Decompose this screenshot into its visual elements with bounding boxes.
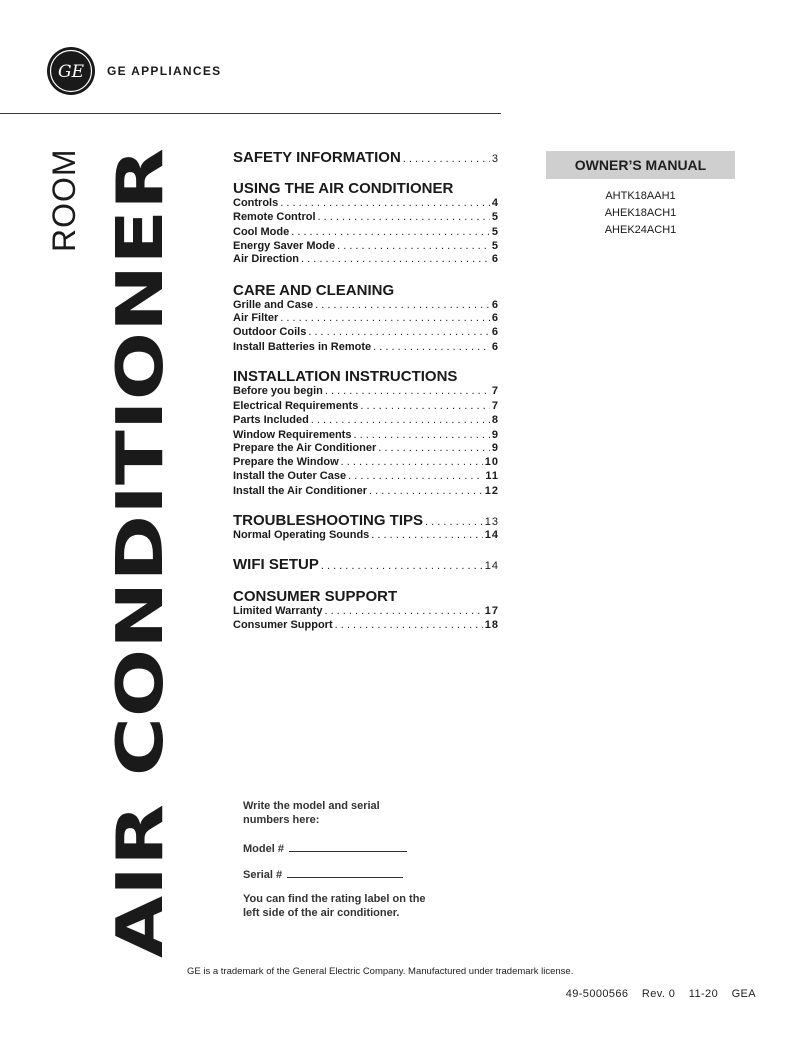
toc-using-heading: USING THE AIR CONDITIONER: [233, 180, 454, 197]
model-number: AHEK18ACH1: [604, 207, 677, 219]
toc-entry-install-outer-case[interactable]: Install the Outer Case . . . 11: [233, 470, 499, 482]
toc-installation-heading: INSTALLATION INSTRUCTIONS: [233, 368, 458, 385]
serial-label: Serial #: [243, 869, 283, 881]
trademark-notice: GE is a trademark of the General Electric Company. Manufactured under trademark license.: [187, 966, 574, 977]
document-id: [556, 988, 756, 1000]
page-number: 3: [491, 153, 499, 165]
toc-section-title: WIFI SETUP: [233, 556, 319, 573]
toc-entry-parts-included[interactable]: Parts Included . . . 8: [233, 414, 499, 426]
toc-entry-grille-and-case[interactable]: Grille and Case . . . 6: [233, 299, 499, 311]
toc-entry-limited-warranty[interactable]: Limited Warranty . . . 17: [233, 605, 499, 617]
toc-care-heading: CARE AND CLEANING: [233, 282, 395, 299]
toc-entry-cool-mode[interactable]: Cool Mode . . . 5: [233, 226, 499, 238]
org-code: GEA: [731, 988, 756, 1000]
model-blank-line: [289, 841, 407, 852]
toc-safety-information[interactable]: [233, 149, 499, 166]
model-number-field: [243, 841, 407, 856]
model-label: Model #: [243, 843, 284, 855]
toc-section-title: TROUBLESHOOTING TIPS: [233, 512, 424, 529]
title-room: ROOM: [46, 148, 82, 252]
toc-entry-energy-saver-mode[interactable]: Energy Saver Mode . . . 5: [233, 240, 499, 252]
toc-entry-before-you-begin[interactable]: Before you begin . . . 7: [233, 385, 499, 397]
toc-entry-consumer-support[interactable]: Consumer Support . . . 18: [233, 619, 499, 631]
toc-entry-install-air-conditioner[interactable]: Install the Air Conditioner . . . 12: [233, 485, 499, 497]
model-number: AHEK24ACH1: [604, 224, 677, 236]
toc-entry-controls[interactable]: Controls . . . 4: [233, 197, 499, 209]
toc-entry-prepare-air-conditioner[interactable]: Prepare the Air Conditioner . . . 9: [233, 442, 499, 454]
note-line: You can find the rating label on the: [243, 893, 426, 905]
dot-leader: [321, 560, 483, 572]
model-number: AHTK18AAH1: [605, 190, 676, 202]
model-list: [546, 188, 735, 239]
brand-name: GE APPLIANCES: [107, 64, 222, 78]
toc-wifi-setup[interactable]: [233, 556, 499, 573]
page-number: 13: [484, 516, 499, 528]
logo-monogram: GE: [58, 62, 84, 82]
serial-number-field: [243, 867, 403, 882]
revision: Rev. 0: [641, 988, 676, 1000]
toc-entry-electrical-requirements[interactable]: Electrical Requirements . . . 7: [233, 400, 499, 412]
record-intro-line: Write the model and serial: [243, 800, 380, 812]
toc-entry-install-batteries[interactable]: Install Batteries in Remote . . . 6: [233, 341, 499, 353]
owners-manual-badge: OWNER’S MANUAL: [546, 151, 735, 179]
date-code: 11-20: [688, 988, 719, 1000]
record-intro-line: numbers here:: [243, 814, 320, 826]
doc-number: 49-5000566: [565, 988, 629, 1000]
title-air-conditioner: AIR CONDITIONER: [104, 312, 178, 958]
toc-entry-window-requirements[interactable]: Window Requirements . . . 9: [233, 429, 499, 441]
toc-entry-normal-operating-sounds[interactable]: Normal Operating Sounds . . . 14: [233, 529, 499, 541]
toc-consumer-support-heading: CONSUMER SUPPORT: [233, 588, 398, 605]
toc-entry-prepare-window[interactable]: Prepare the Window . . . 10: [233, 456, 499, 468]
dot-leader: [425, 516, 483, 528]
toc-entry-air-direction[interactable]: Air Direction . . . 6: [233, 253, 499, 265]
record-intro: [243, 799, 380, 827]
toc-entry-air-filter[interactable]: Air Filter . . . 6: [233, 312, 499, 324]
toc-entry-remote-control[interactable]: Remote Control . . . 5: [233, 211, 499, 223]
note-line: left side of the air conditioner.: [243, 907, 400, 919]
serial-blank-line: [287, 867, 403, 878]
toc-entry-outdoor-coils[interactable]: Outdoor Coils . . . 6: [233, 326, 499, 338]
toc-troubleshooting-tips[interactable]: [233, 512, 499, 529]
header-divider: [0, 113, 501, 114]
dot-leader: [403, 153, 490, 165]
ge-logo: [46, 46, 96, 96]
rating-label-note: [243, 892, 426, 920]
page-number: 14: [484, 560, 499, 572]
toc-section-title: SAFETY INFORMATION: [233, 149, 401, 166]
